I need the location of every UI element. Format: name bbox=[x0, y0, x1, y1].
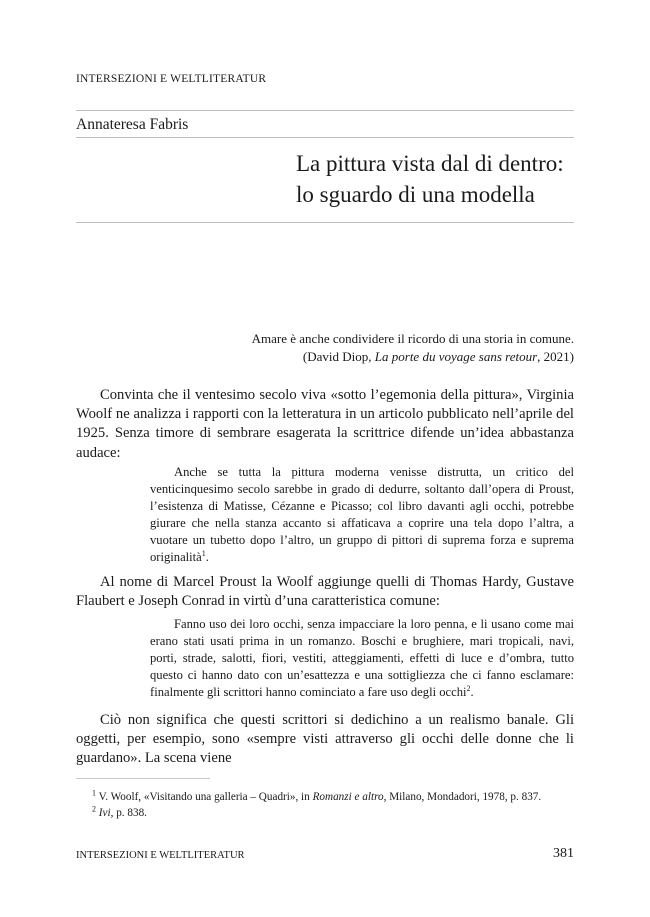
footnote-2-mark: 2 bbox=[92, 803, 96, 813]
footnote-ref-2[interactable]: 2 bbox=[466, 683, 471, 693]
footnote-2 bbox=[92, 803, 582, 822]
epigraph-attribution-author: (David Diop, bbox=[302, 349, 375, 364]
title-line-1: La pittura vista dal di dentro: bbox=[296, 151, 564, 176]
header-rule bbox=[76, 110, 574, 111]
footnote-1-text: V. Woolf, «Visitando una galleria – Quadri», in bbox=[96, 791, 313, 803]
epigraph-text: Amare è anche condividere il ricordo di una storia in comune. bbox=[251, 331, 574, 346]
page-number: 381 bbox=[553, 846, 574, 861]
footnote-2-page: , p. 838. bbox=[110, 806, 147, 819]
block-quote-2-text: Fanno uso dei loro occhi, senza impacciare la loro penna, e li usano come mai erano stati usati prima in un romanzo. Boschi e brughiere, mari tropicali, navi, porti, strade, salotti, fiori, vestiti, atteggiamenti, effetti di luce e d’ombra, tutto questo ci hanno dato con un’esattezza e una sottigliezza che ci fanno esclamare: finalmente gli scrittori hanno cominciato a fare uso degli occhi bbox=[150, 617, 574, 699]
footnotes bbox=[92, 790, 582, 821]
block-quote-1: Anche se tutta la pittura moderna venisse distrutta, un critico del venticinquesimo secolo sarebbe in grado di dedurre, soltanto dall’opera di Proust, l’esistenza di Matisse, Cézanne e Picasso; col libro davanti agli occhi, potrebbe giurare che nella stanza accanto si affaticava a coprire una tela dopo l’altra, a vuotare un tubetto dopo l’altro, un gruppo di pittori di suprema forza e suprema originalità$^1$. bbox=[150, 465, 574, 564]
footnote-1-mark: 1 bbox=[92, 788, 96, 798]
footnote-1-publisher: , Milano, Mondadori, 1978, p. 837. bbox=[383, 791, 542, 803]
footnote-1-work: Romanzi e altro bbox=[312, 791, 384, 803]
epigraph bbox=[200, 330, 574, 366]
footnote-2-work: Ivi bbox=[98, 806, 111, 819]
footnote-separator bbox=[76, 778, 210, 779]
running-header: INTERSEZIONI E WELTLITERATUR bbox=[76, 73, 267, 85]
article-title bbox=[296, 148, 596, 210]
epigraph-attribution-year: , 2021) bbox=[537, 349, 574, 364]
body-paragraph-2: Al nome di Marcel Proust la Woolf aggiunge quelli di Thomas Hardy, Gustave Flaubert e Joseph Conrad in virtù d’una caratteristica comune: bbox=[76, 574, 574, 610]
epigraph-attribution bbox=[200, 348, 574, 366]
title-rule bbox=[76, 222, 574, 223]
running-footer: INTERSEZIONI E WELTLITERATUR bbox=[76, 850, 245, 861]
footnote-ref-1[interactable]: 1 bbox=[201, 548, 206, 558]
article-author: Annateresa Fabris bbox=[76, 116, 189, 133]
block-quote-1-text: Anche se tutta la pittura moderna venisse distrutta, un critico del venticinquesimo secolo sarebbe in grado di dedurre, soltanto dall’opera di Proust, l’esistenza di Matisse, Cézanne e Picasso; col libro davanti agli occhi, potrebbe giurare che nella stanza accanto si affaticava a coprire una tela dopo l’altra, a vuotare un tubetto dopo l’altro, un gruppo di pittori di suprema forza e suprema originalità bbox=[150, 465, 574, 564]
body-paragraph-3: Ciò non significa che questi scrittori si dedichino a un realismo banale. Gli oggetti, per esempio, sono «sempre visti attraverso gli occhi delle donne che li guardano». La scena viene bbox=[76, 712, 574, 767]
title-line-2: lo sguardo di una modella bbox=[296, 182, 535, 207]
block-quote-2: Fanno uso dei loro occhi, senza impacciare la loro penna, e li usano come mai erano stati usati prima in un romanzo. Boschi e brughiere, mari tropicali, navi, porti, strade, salotti, fiori, vestiti, atteggiamenti, effetti di luce e d’ombra, tutto questo ci hanno dato con un’esattezza e una sottigliezza che ci fanno esclamare: finalmente gli scrittori hanno cominciato a fare uso degli occhi$^2$. bbox=[150, 617, 574, 699]
epigraph-attribution-work: La porte du voyage sans retour bbox=[374, 349, 538, 364]
footnote-1 bbox=[92, 790, 582, 806]
body-paragraph-1: Convinta che il ventesimo secolo viva «sotto l’egemonia della pittura», Virginia Woolf ne analizza i rapporti con la letteratura in un articolo pubblicato nell’aprile del 1925. Senza timore di sembrare esagerata la scrittrice difende un’idea abbastanza audace: bbox=[76, 387, 574, 461]
author-rule bbox=[76, 137, 574, 138]
